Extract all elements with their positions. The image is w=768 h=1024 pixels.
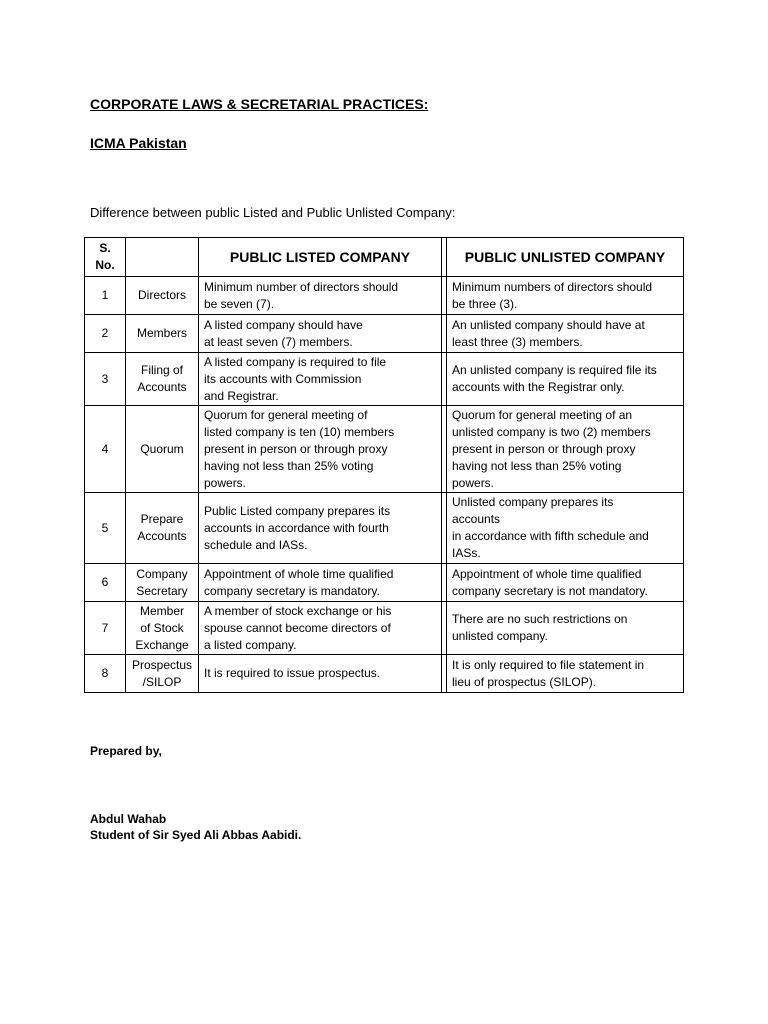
table-row — [85, 564, 684, 602]
table-row — [85, 406, 684, 493]
table-row — [85, 655, 684, 693]
comparison-table — [84, 237, 684, 693]
cell-listed: A listed company is required to file its accounts with Commission and Registrar. — [199, 353, 442, 406]
cell-listed: It is required to issue prospectus. — [199, 655, 442, 693]
intro-text: Difference between public Listed and Public Unlisted Company: — [90, 205, 456, 220]
cell-listed: Minimum number of directors should be seven (7). — [199, 277, 442, 315]
document-subtitle: ICMA Pakistan — [90, 135, 187, 151]
cell-subject: Prospectus /SILOP — [126, 655, 199, 693]
cell-subject: Members — [126, 315, 199, 353]
cell-listed: Public Listed company prepares its accounts in accordance with fourth schedule and IASs. — [199, 493, 442, 564]
cell-unlisted: An unlisted company is required file its accounts with the Registrar only. — [447, 353, 684, 406]
header-listed: PUBLIC LISTED COMPANY — [199, 238, 442, 277]
header-unlisted: PUBLIC UNLISTED COMPANY — [447, 238, 684, 277]
table-body — [85, 277, 684, 693]
cell-unlisted: Unlisted company prepares its accounts in accordance with fifth schedule and IASs. — [447, 493, 684, 564]
prepared-by: Prepared by, — [90, 744, 162, 758]
cell-subject: Directors — [126, 277, 199, 315]
table-header-row — [85, 238, 684, 277]
table-row — [85, 602, 684, 655]
header-sno: S. No. — [85, 238, 126, 277]
document-title: CORPORATE LAWS & SECRETARIAL PRACTICES: — [90, 96, 429, 112]
cell-unlisted: Quorum for general meeting of an unlisted company is two (2) members present in person or through proxy having not less than 25% voting powers. — [447, 406, 684, 493]
cell-unlisted: An unlisted company should have at least three (3) members. — [447, 315, 684, 353]
cell-unlisted: There are no such restrictions on unlisted company. — [447, 602, 684, 655]
cell-unlisted: Minimum numbers of directors should be three (3). — [447, 277, 684, 315]
cell-subject: Filing of Accounts — [126, 353, 199, 406]
table-row — [85, 315, 684, 353]
cell-sno: 2 — [85, 315, 126, 353]
cell-listed: Appointment of whole time qualified company secretary is mandatory. — [199, 564, 442, 602]
cell-listed: A member of stock exchange or his spouse cannot become directors of a listed company. — [199, 602, 442, 655]
author-name: Abdul Wahab — [90, 812, 167, 826]
cell-sno: 1 — [85, 277, 126, 315]
cell-sno: 8 — [85, 655, 126, 693]
author-note: Student of Sir Syed Ali Abbas Aabidi. — [90, 828, 302, 842]
cell-unlisted: It is only required to file statement in lieu of prospectus (SILOP). — [447, 655, 684, 693]
cell-sno: 3 — [85, 353, 126, 406]
cell-sno: 4 — [85, 406, 126, 493]
cell-subject: Prepare Accounts — [126, 493, 199, 564]
cell-listed: Quorum for general meeting of listed company is ten (10) members present in person or through proxy having not less than 25% voting powers. — [199, 406, 442, 493]
cell-subject: Quorum — [126, 406, 199, 493]
table-row — [85, 277, 684, 315]
cell-unlisted: Appointment of whole time qualified company secretary is not mandatory. — [447, 564, 684, 602]
cell-sno: 6 — [85, 564, 126, 602]
author-block — [90, 811, 301, 843]
cell-sno: 5 — [85, 493, 126, 564]
table-row — [85, 493, 684, 564]
table-row — [85, 353, 684, 406]
cell-subject: Company Secretary — [126, 564, 199, 602]
cell-sno: 7 — [85, 602, 126, 655]
header-subject — [126, 238, 199, 277]
cell-subject: Member of Stock Exchange — [126, 602, 199, 655]
cell-listed: A listed company should have at least seven (7) members. — [199, 315, 442, 353]
